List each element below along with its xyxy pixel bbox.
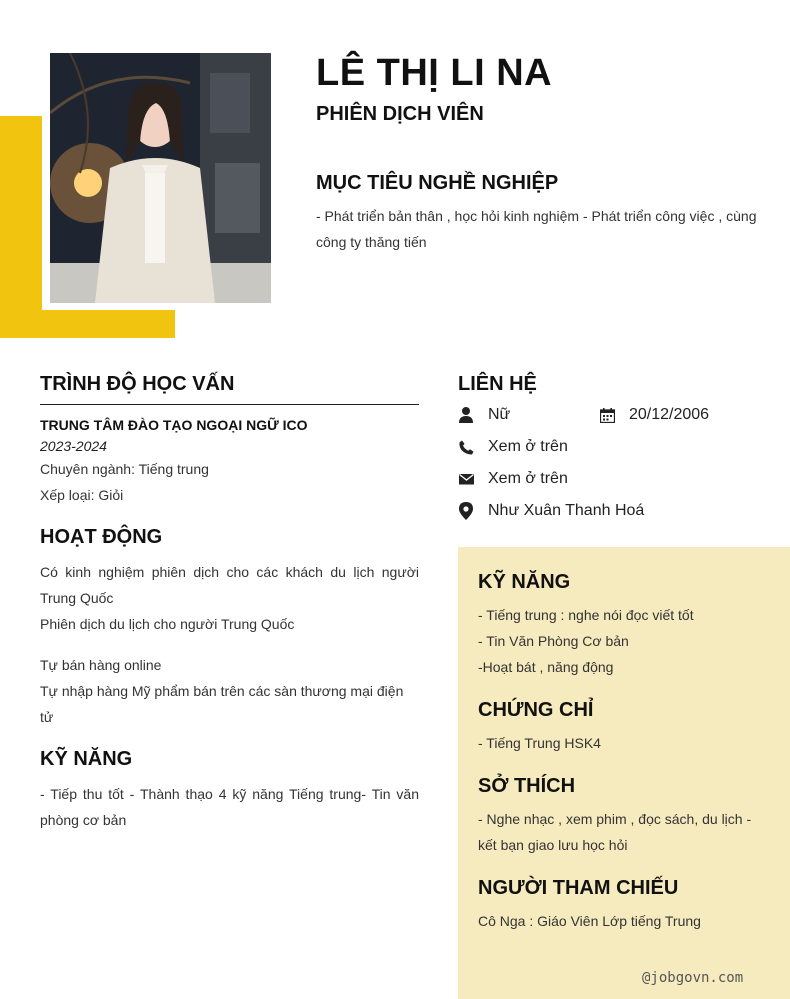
contact-heading: LIÊN HỆ [458, 373, 537, 395]
certificate-item: - Tiếng Trung HSK4 [478, 735, 601, 751]
mail-icon [458, 470, 474, 488]
objective-text: - Phát triển bản thân , học hỏi kinh nghiệm - Phát triển công việc , cùng công ty thăng tiến [316, 208, 757, 250]
panel-skill-item: - Tiếng trung : nghe nói đọc viết tốt [478, 607, 694, 623]
birthday-value: 20/12/2006 [629, 406, 710, 423]
certificates-heading: CHỨNG CHỈ [478, 699, 594, 721]
objective-heading: MỤC TIÊU NGHỀ NGHIỆP [316, 172, 559, 194]
school-name: TRUNG TÂM ĐÀO TẠO NGOẠI NGỮ ICO [40, 417, 308, 433]
section-divider [40, 404, 419, 405]
contact-gender [458, 406, 510, 424]
hobbies-heading: SỞ THÍCH [478, 775, 576, 797]
left-column [40, 373, 419, 833]
watermark: @jobgovn.com [642, 970, 744, 986]
activity-description: Tự nhập hàng Mỹ phẩm bán trên các sàn thương mại điện tử [40, 683, 404, 725]
job-title: PHIÊN DỊCH VIÊN [316, 103, 484, 125]
contact-phone [458, 438, 568, 456]
education-major: Chuyên ngành: Tiếng trung [40, 461, 209, 477]
activities-heading: HOẠT ĐỘNG [40, 526, 163, 548]
location-pin-icon [458, 502, 474, 520]
reference-text: Cô Nga : Giáo Viên Lớp tiếng Trung [478, 913, 701, 929]
phone-value: Xem ở trên [488, 438, 568, 455]
panel-skill-item: - Tin Văn Phòng Cơ bản [478, 633, 629, 649]
activity-description: Có kinh nghiệm phiên dịch cho các khách du lịch người Trung Quốc [40, 564, 419, 606]
reference-heading: NGƯỜI THAM CHIẾU [478, 877, 679, 899]
address-value: Như Xuân Thanh Hoá [488, 502, 645, 519]
panel-skill-item: -Hoạt bát , năng động [478, 659, 614, 675]
phone-icon [458, 438, 474, 456]
gender-value: Nữ [488, 406, 511, 423]
email-value: Xem ở trên [488, 470, 568, 487]
skills-text: - Tiếp thu tốt - Thành thạo 4 kỹ năng Tiếng trung- Tin văn phòng cơ bản [40, 786, 419, 828]
activity-description: Phiên dịch du lịch cho người Trung Quốc [40, 616, 295, 632]
activity-description: Tự bán hàng online [40, 657, 162, 673]
candidate-name: LÊ THỊ LI NA [316, 52, 553, 94]
education-years: 2023-2024 [40, 438, 107, 454]
contact-birthday [599, 406, 709, 424]
skills-heading: KỸ NĂNG [40, 748, 133, 770]
person-icon [458, 406, 474, 424]
contact-address [458, 502, 644, 520]
panel-skills-heading: KỸ NĂNG [478, 571, 571, 593]
profile-photo [50, 53, 271, 303]
calendar-icon [599, 406, 615, 424]
education-heading: TRÌNH ĐỘ HỌC VẤN [40, 373, 235, 395]
contact-email [458, 470, 568, 488]
education-rank: Xếp loại: Giỏi [40, 487, 124, 503]
hobbies-text: - Nghe nhạc , xem phim , đọc sách, du lịch - kết bạn giao lưu học hỏi [478, 811, 752, 853]
